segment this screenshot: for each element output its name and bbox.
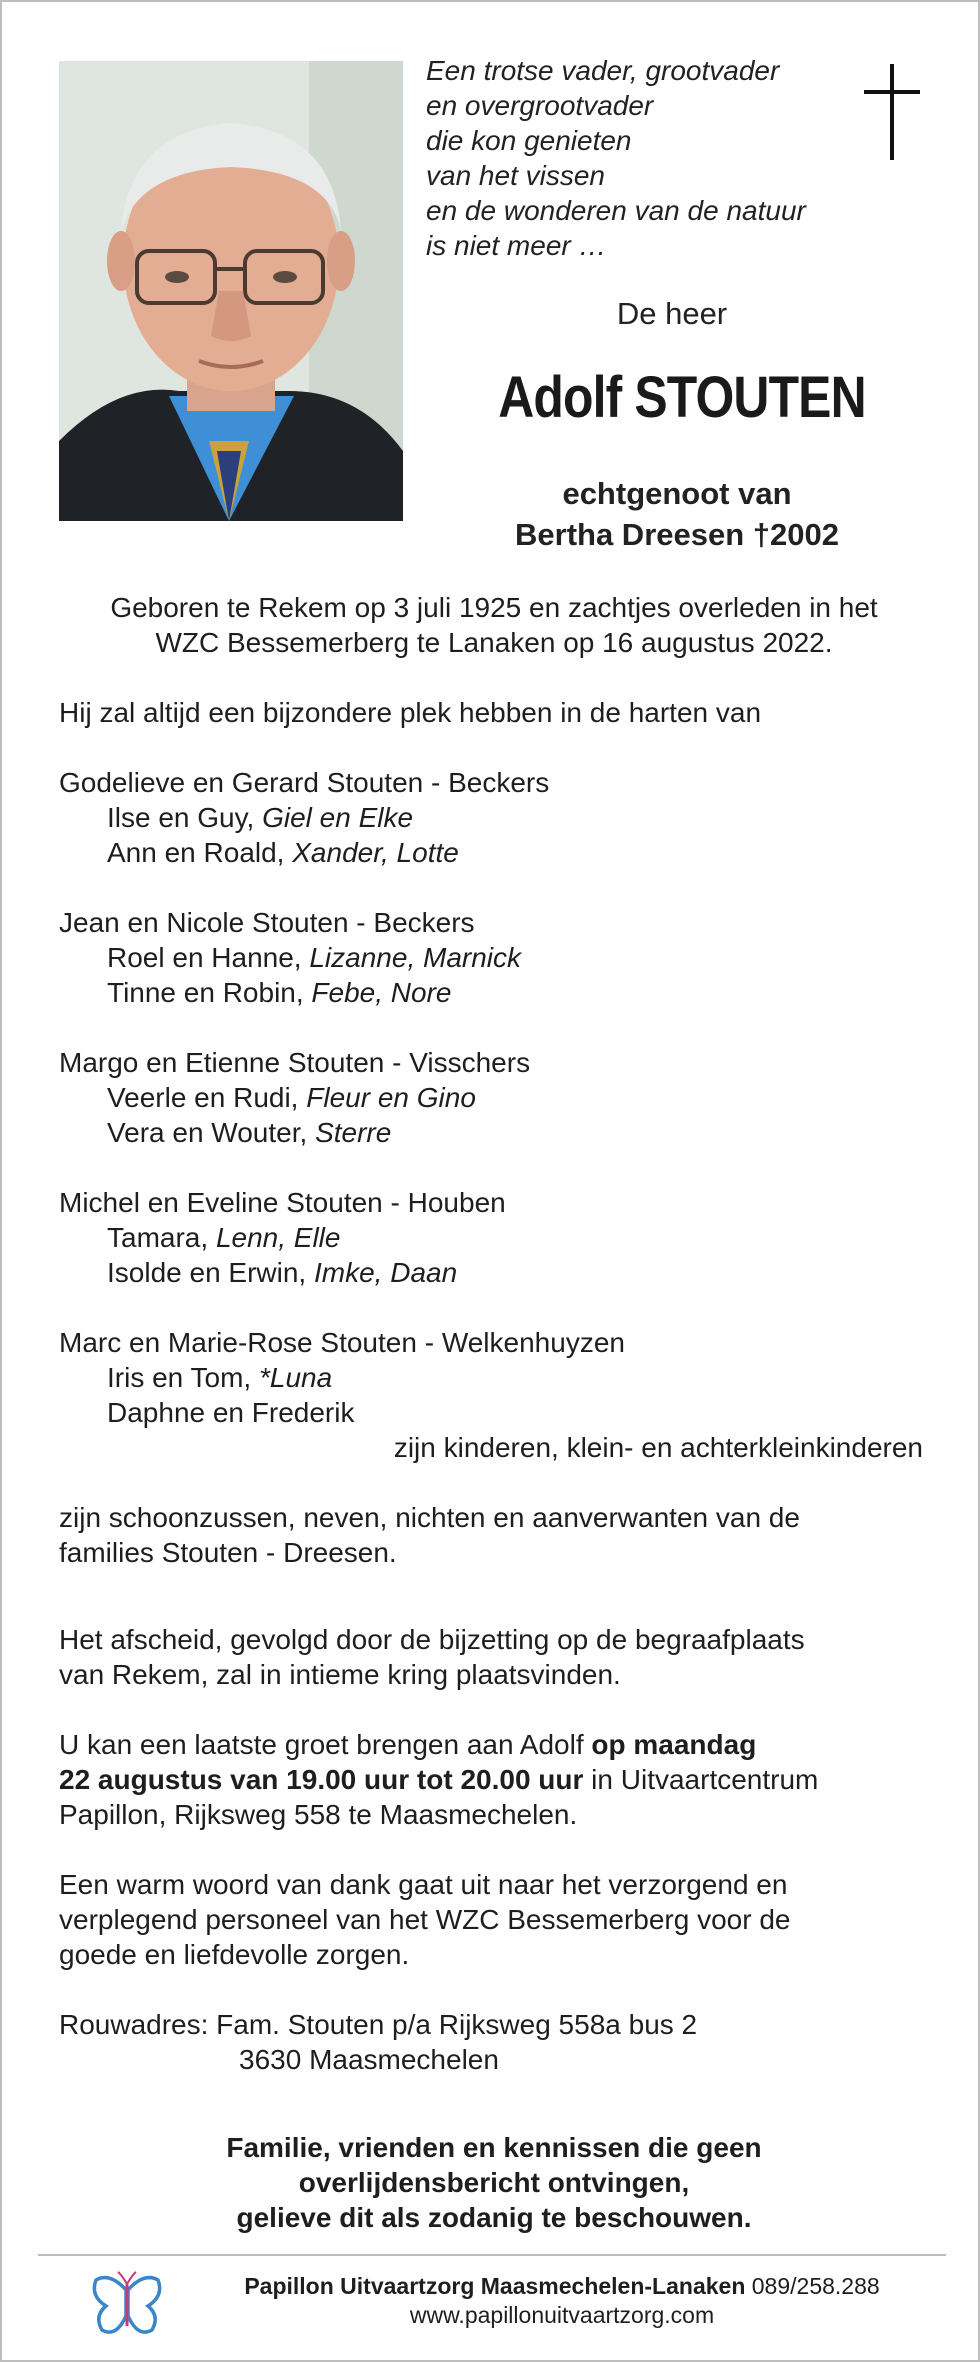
birth-info [59, 590, 929, 660]
birth-line: WZC Bessemerberg te Lanaken op 16 augustus 2022. [155, 627, 833, 658]
member-names: Vera en Wouter, [107, 1117, 316, 1148]
family-group [59, 1045, 929, 1150]
spouse-info [422, 473, 932, 555]
funeral-home-info [182, 2272, 942, 2330]
visit-text: in Uitvaartcentrum [583, 1764, 819, 1795]
member-children: Fleur en Gino [306, 1082, 476, 1113]
member-names: Tamara, [107, 1222, 216, 1253]
butterfly-icon [88, 2266, 166, 2344]
title-prefix: De heer [616, 296, 728, 331]
family-member [59, 940, 929, 975]
member-children: Lenn, Elle [215, 1222, 341, 1253]
visit-line [59, 1762, 929, 1797]
member-names: Ann en Roald, [107, 837, 293, 868]
relatives-line: zijn schoonzussen, neven, nichten en aanverwanten van de [59, 1502, 800, 1533]
visit-text: U kan een laatste groet brengen aan Adolf [59, 1729, 592, 1760]
family-member [59, 1220, 929, 1255]
family-member [59, 800, 929, 835]
family-head: Marc en Marie-Rose Stouten - Welkenhuyzen [59, 1327, 625, 1358]
thanks [59, 1867, 929, 1972]
member-names: Iris en Tom, [107, 1362, 259, 1393]
family-member [59, 1395, 929, 1430]
cross-icon [864, 64, 920, 160]
hearts-line: Hij zal altijd een bijzondere plek hebben in de harten van [59, 697, 762, 728]
mourning-address [59, 2007, 929, 2077]
relatives-line: families Stouten - Dreesen. [59, 1537, 397, 1568]
member-children: Imke, Daan [314, 1257, 458, 1288]
poem-line: Een trotse vader, grootvader [426, 55, 780, 86]
poem-line: en overgrootvader [426, 90, 654, 121]
member-children: Xander, Lotte [292, 837, 459, 868]
portrait-illustration [59, 61, 403, 521]
poem [426, 53, 866, 263]
family-group [59, 1185, 929, 1290]
closing-line: gelieve dit als zodanig te beschouwen. [236, 2202, 752, 2233]
member-names: Daphne en Frederik [107, 1397, 355, 1428]
family-head: Jean en Nicole Stouten - Beckers [59, 907, 475, 938]
member-names: Tinne en Robin, [107, 977, 312, 1008]
funeral-home-line [182, 2272, 942, 2301]
address-line: Rouwadres: Fam. Stouten p/a Rijksweg 558a bus 2 [59, 2009, 698, 2040]
family-group [59, 1325, 929, 1465]
portrait-photo [59, 61, 403, 521]
member-names: Veerle en Rudi, [107, 1082, 307, 1113]
member-children: Sterre [315, 1117, 392, 1148]
thanks-line: verplegend personeel van het WZC Bessemerberg voor de [59, 1904, 791, 1935]
family-head: Margo en Etienne Stouten - Visschers [59, 1047, 531, 1078]
address-line: 3630 Maasmechelen [239, 2044, 499, 2075]
footer-divider [38, 2254, 946, 2256]
member-children: Febe, Nore [311, 977, 452, 1008]
spouse-line: echtgenoot van [562, 476, 792, 511]
poem-line: en de wonderen van de natuur [426, 195, 806, 226]
visit-line [59, 1727, 929, 1762]
funeral-home-name: Papillon Uitvaartzorg Maasmechelen-Lanaken [244, 2273, 746, 2299]
funeral-home-phone: 089/258.288 [745, 2273, 880, 2299]
member-children: Giel en Elke [262, 802, 414, 833]
member-names: Ilse en Guy, [107, 802, 263, 833]
funeral-home-website[interactable]: www.papillonuitvaartzorg.com [409, 2302, 715, 2328]
family-group [59, 765, 929, 870]
visit-line: Papillon, Rijksweg 558 te Maasmechelen. [59, 1799, 578, 1830]
family-member [59, 835, 929, 870]
farewell-info [59, 1622, 929, 1692]
member-names: Isolde en Erwin, [107, 1257, 314, 1288]
closing-notice [59, 2130, 929, 2235]
closing-line: Familie, vrienden en kennissen die geen [226, 2132, 762, 2163]
thanks-line: goede en liefdevolle zorgen. [59, 1939, 410, 1970]
family-member [59, 1080, 929, 1115]
member-children: *Luna [258, 1362, 333, 1393]
family-head: Michel en Eveline Stouten - Houben [59, 1187, 506, 1218]
family-summary: zijn kinderen, klein- en achterkleinkinderen [393, 1432, 923, 1463]
visit-time: 22 augustus van 19.00 uur tot 20.00 uur [59, 1764, 584, 1795]
family-group [59, 905, 929, 1010]
birth-line: Geboren te Rekem op 3 juli 1925 en zachtjes overleden in het [110, 592, 878, 623]
family-member [59, 1360, 929, 1395]
member-children: Lizanne, Marnick [309, 942, 522, 973]
visit-info [59, 1727, 929, 1832]
obituary-body [59, 590, 929, 2077]
poem-line: die kon genieten [426, 125, 632, 156]
poem-line: van het vissen [426, 160, 605, 191]
deceased-name: Adolf STOUTEN [498, 365, 866, 430]
thanks-line: Een warm woord van dank gaat uit naar het verzorgend en [59, 1869, 788, 1900]
spouse-line: Bertha Dreesen †2002 [515, 517, 839, 552]
family-member [59, 975, 929, 1010]
visit-day: op maandag [591, 1729, 757, 1760]
family-member [59, 1115, 929, 1150]
closing-line: overlijdensbericht ontvingen, [298, 2167, 690, 2198]
relatives [59, 1500, 929, 1570]
member-names: Roel en Hanne, [107, 942, 310, 973]
farewell-line: van Rekem, zal in intieme kring plaatsvinden. [59, 1659, 621, 1690]
farewell-line: Het afscheid, gevolgd door de bijzetting op de begraafplaats [59, 1624, 805, 1655]
family-member [59, 1255, 929, 1290]
poem-line: is niet meer … [426, 230, 607, 261]
family-head: Godelieve en Gerard Stouten - Beckers [59, 767, 550, 798]
